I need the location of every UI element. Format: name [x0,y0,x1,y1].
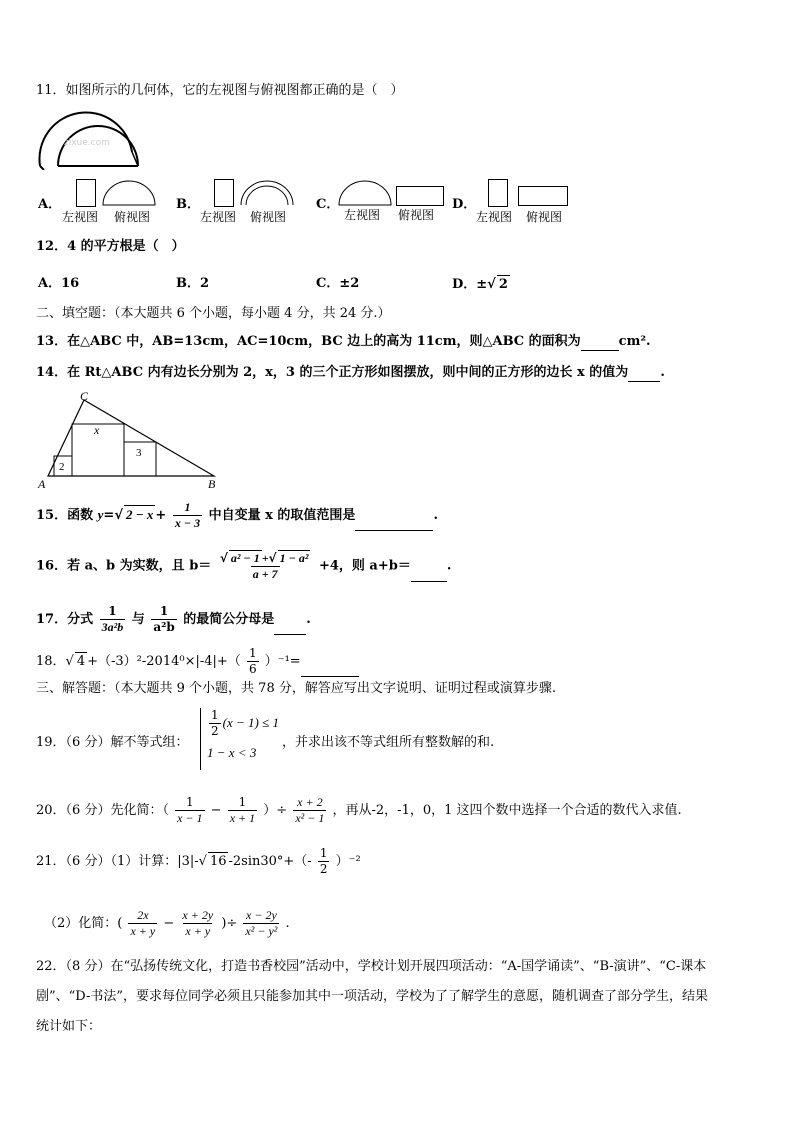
q12-stem: 12．4 的平方根是（ ） [36,239,185,254]
q12-option-d[interactable]: D．±√ 2 [452,277,508,292]
q15-answer-blank[interactable] [355,516,433,531]
q16-answer-blank[interactable] [411,567,447,582]
q14-triangle-figure [34,384,220,492]
q22-line-3: 统计如下： [36,1019,102,1034]
q21-part1: 21．（6 分）（1）计算：|3|-√ 16 -2sin30°+（- $\frac{1}{2}$ ）⁻² [36,846,361,876]
fig-label-c: C [80,389,89,403]
q15-stem: 15．函数 y=√ 2 − x + $\frac{1}{x - 3}$ 中自变量 x 的取值范围是 . [36,500,438,530]
q17-stem: 17．分式 $\frac{1}{\text{3a²b}}$ 与 $\frac{1}{\text{a²b}}$ 的最简公分母是 . [36,604,311,634]
option-b-top-view [240,180,294,206]
option-b-left-caption: 左视图 [200,210,237,224]
q12-option-b[interactable]: B．2 [176,276,210,291]
option-a-top-view [102,180,156,206]
q12-option-c[interactable]: C．±2 [316,276,360,291]
q12-option-a[interactable]: A．16 [38,276,80,291]
q11-option-c-label[interactable]: C． [316,197,340,212]
option-d-left-caption: 左视图 [476,210,513,224]
q17-answer-blank[interactable] [274,620,306,635]
q14-stem: 14．在 Rt△ABC 内有边长分别为 2，x，3 的三个正方形如图摆放，则中间的正方形的边长 x 的值为 . [36,365,665,380]
q11-option-b-label[interactable]: B． [176,197,200,212]
watermark: zixue.com [64,138,110,148]
q19-prefix: 19．（6 分）解不等式组： [36,735,189,750]
q22-line-2: 剧”、“D-书法”，要求每位同学必须且只能参加其中一项活动，学校为了了解学生的意愿，随机调查了部分学生，结果 [36,989,708,1004]
q19-suffix: ，并求出该不等式组所有整数解的和. [282,735,495,750]
option-d-top-caption: 俯视图 [526,210,563,224]
option-b-top-caption: 俯视图 [250,210,287,224]
q11-stem: 11．如图所示的几何体，它的左视图与俯视图都正确的是（ ） [36,83,404,98]
q16-stem: 16．若 a、b 为实数，且 b＝ $\frac{\text{√ a² − 1 +√ 1 − a²}}{a + 7}$ +4，则 a+b＝ . [36,551,452,581]
q21-part2: （2）化简：( $\frac{2x}{x + y}$ − $\frac{x + 2y}{x + y}$ )÷ $\frac{x - 2y}{\text{x² − y²}}$ . [44,908,290,938]
fig-square-x: x [94,423,100,437]
option-b-left-view [214,179,234,207]
q14-answer-blank[interactable] [628,367,660,382]
section-3-heading: 三、解答题：（本大题共 9 个小题，共 78 分，解答应写出文字说明、证明过程或演算步骤. [36,681,556,696]
fig-label-b: B [208,477,216,491]
q22-line-1: 22．（8 分）在“弘扬传统文化，打造书香校园”活动中，学校计划开展四项活动：“A-国学诵读”、“B-演讲”、“C-课本 [36,959,707,974]
option-d-top-view [518,186,568,206]
q13-stem: 13．在△ABC 中，AB=13cm，AC=10cm，BC 边上的高为 11cm，则△ABC 的面积为 cm². [36,334,651,349]
q11-option-d-label[interactable]: D． [452,197,477,212]
option-d-left-view [488,179,508,207]
q11-option-a-label[interactable]: A． [38,197,62,212]
q20-stem: 20．（6 分）先化简：（ $\frac{1}{x - 1}$ − $\frac{1}{x + 1}$ ）÷ $\frac{x + 2}{\text{x² − 1}}$ ，再从-2，-1，0，1 这四个数中选择一个合适的数代入求值. [36,795,682,825]
option-c-top-view [396,186,444,206]
option-c-top-caption: 俯视图 [398,208,435,222]
fig-label-a: A [38,477,46,491]
fig-square-3: 3 [136,447,142,459]
q18-answer-blank[interactable] [301,662,359,677]
q13-answer-blank[interactable] [581,336,619,351]
option-a-left-view [76,179,96,207]
section-2-heading: 二、填空题：（本大题共 6 个小题，每小题 4 分，共 24 分.） [36,306,391,321]
q18-stem: 18．√ 4 +（-3）²-2014⁰×|-4|+（ $\frac{1}{6}$ ）⁻¹= [36,646,359,677]
option-c-left-caption: 左视图 [344,208,381,222]
option-c-left-view [338,180,392,206]
option-a-top-caption: 俯视图 [114,210,151,224]
fig-square-2: 2 [59,461,65,473]
option-a-left-caption: 左视图 [62,210,99,224]
q19-inequality-system: $\frac{1}{2}$ (x − 1) ≤ 1 1 − x < 3 [200,708,279,770]
